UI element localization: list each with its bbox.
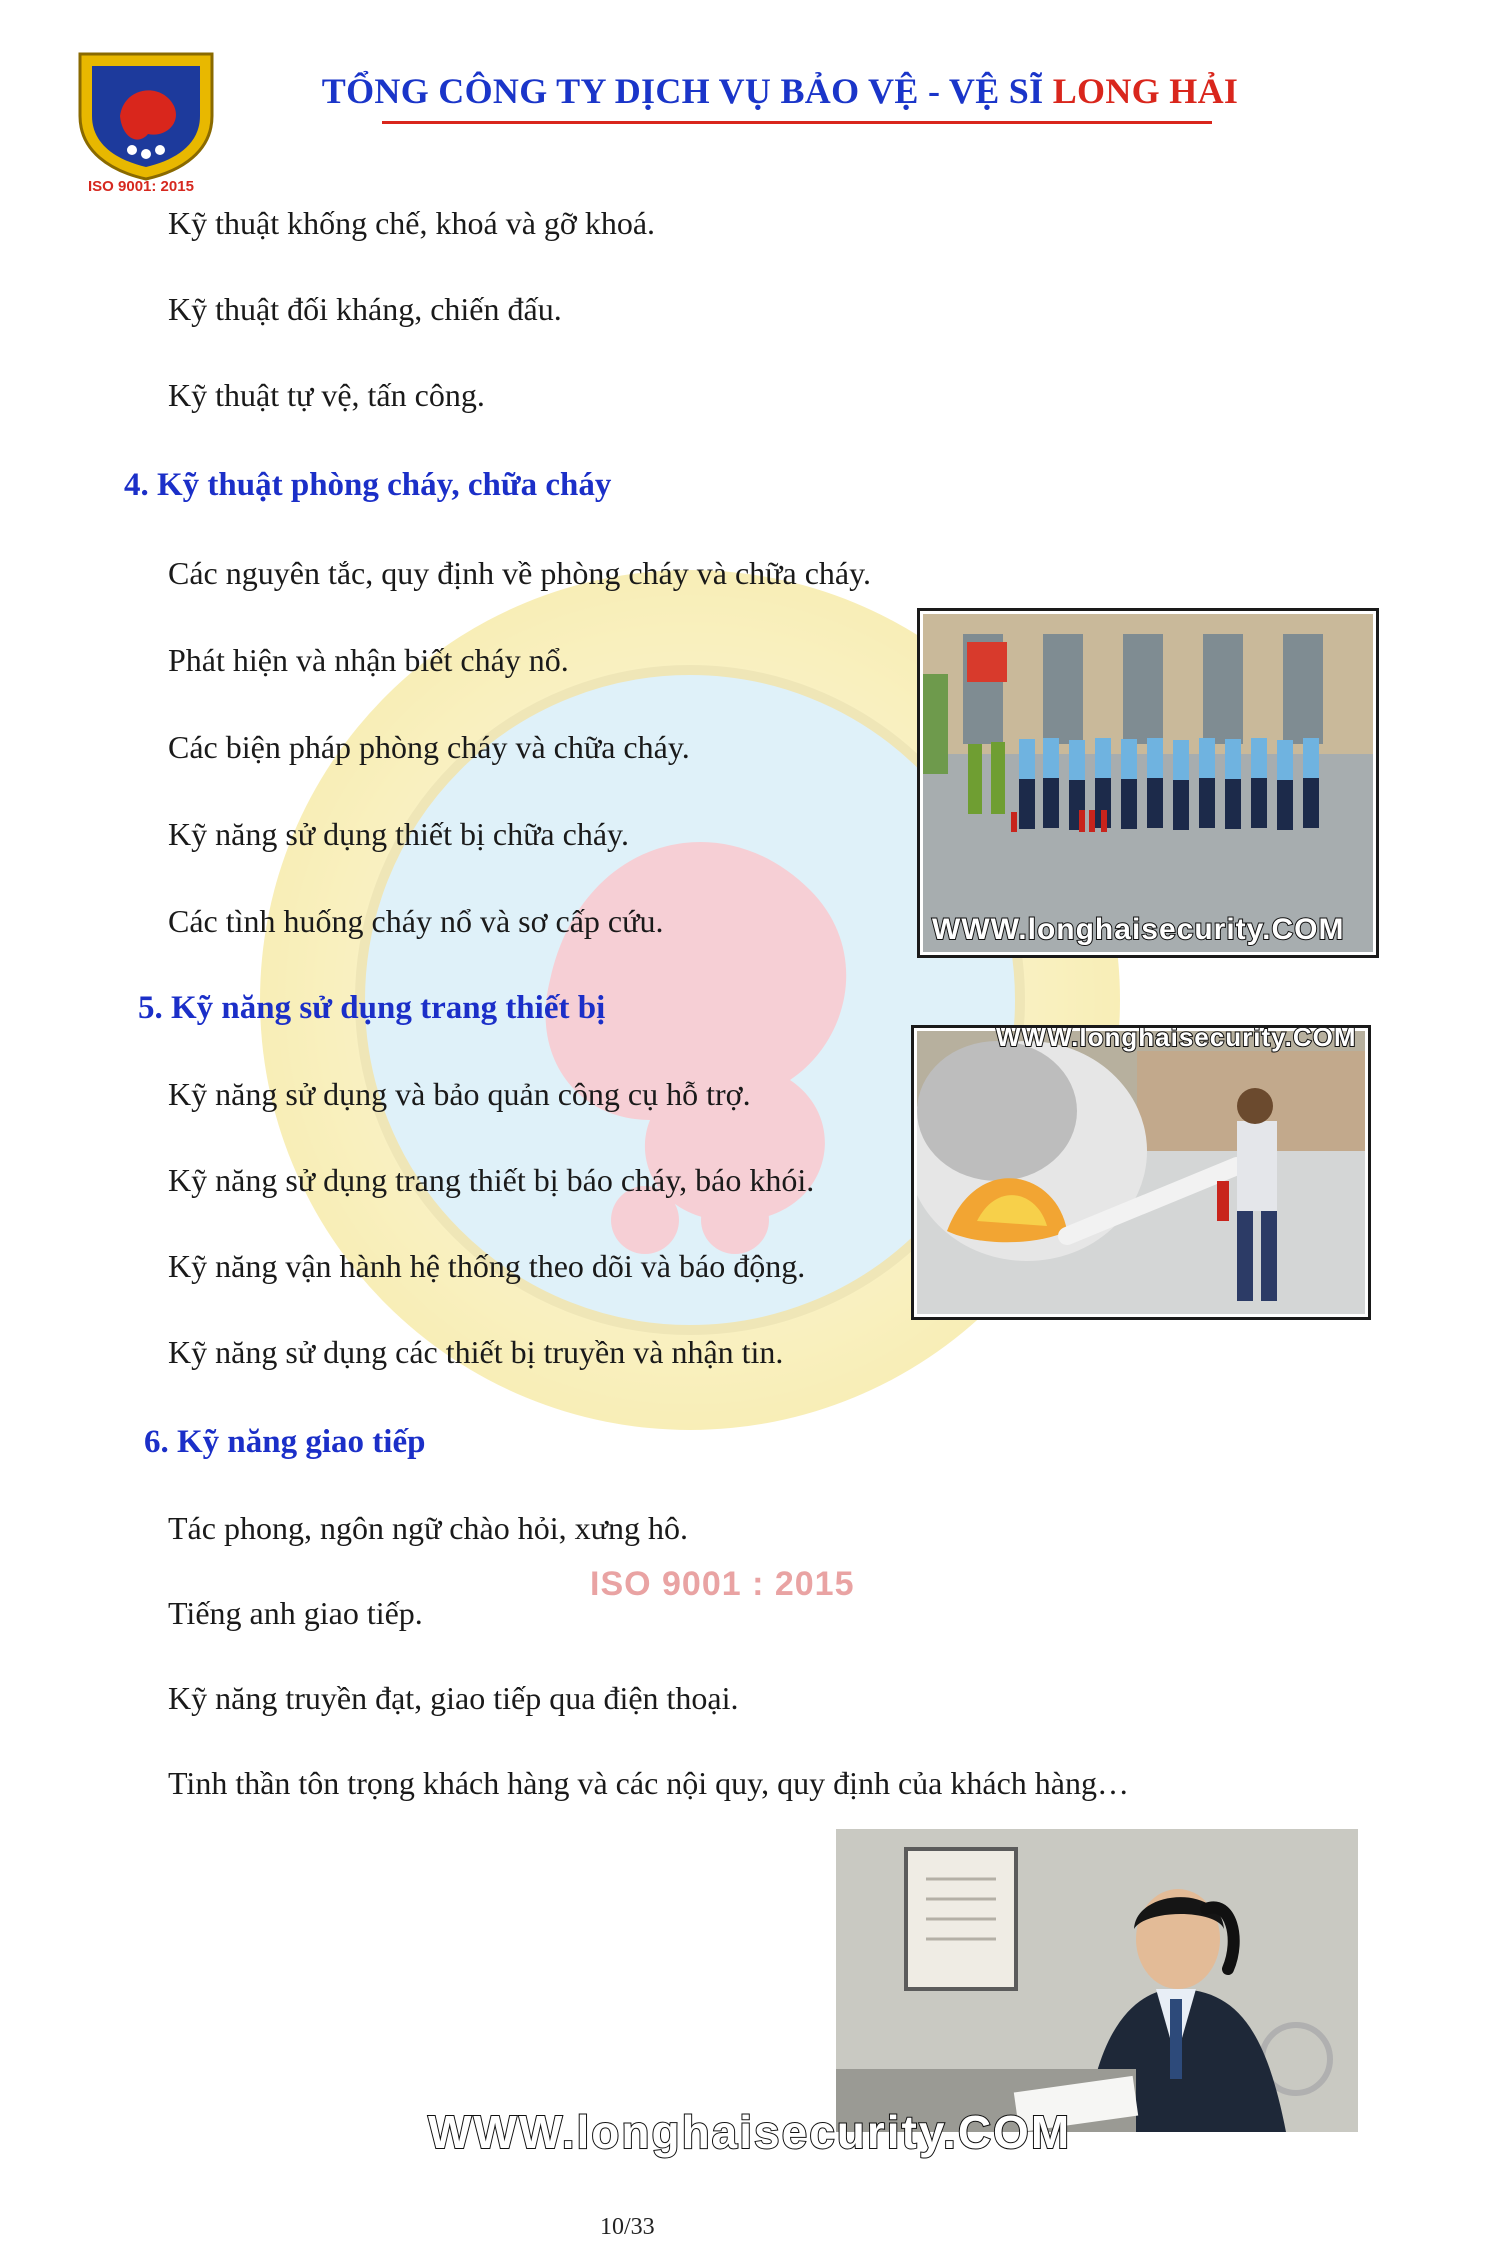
list-item: Kỹ năng truyền đạt, giao tiếp qua điện thoại.	[168, 1680, 739, 1716]
section-heading: 6. Kỹ năng giao tiếp	[144, 1424, 426, 1460]
photo-phone-communication	[836, 1829, 1358, 2132]
list-item: Kỹ năng sử dụng thiết bị chữa cháy.	[168, 816, 629, 852]
company-logo	[72, 46, 220, 181]
page-number: 10/33	[600, 2214, 655, 2240]
iso-label: ISO 9001: 2015	[88, 178, 194, 195]
list-item: Các tình huống cháy nổ và sơ cấp cứu.	[168, 903, 664, 939]
photo3-caption: WWW.longhaisecurity.COM	[428, 2106, 1072, 2158]
list-item: Phát hiện và nhận biết cháy nổ.	[168, 642, 569, 678]
list-item: Kỹ năng sử dụng các thiết bị truyền và nhận tin.	[168, 1334, 784, 1370]
section-heading: 4. Kỹ thuật phòng cháy, chữa cháy	[124, 467, 612, 503]
photo-guards-training	[917, 608, 1379, 958]
list-item: Kỹ thuật khống chế, khoá và gỡ khoá.	[168, 205, 656, 241]
company-brand: LONG HẢI	[1052, 71, 1239, 111]
company-prefix: TỔNG CÔNG TY DỊCH VỤ BẢO VỆ - VỆ SĨ	[321, 71, 1053, 111]
list-item: Tác phong, ngôn ngữ chào hỏi, xưng hô.	[168, 1510, 688, 1546]
list-item: Các nguyên tắc, quy định về phòng cháy và chữa cháy.	[168, 555, 872, 591]
list-item: Tinh thần tôn trọng khách hàng và các nội quy, quy định của khách hàng…	[168, 1765, 1129, 1801]
list-item: Các biện pháp phòng cháy và chữa cháy.	[168, 729, 690, 765]
section-heading: 5. Kỹ năng sử dụng trang thiết bị	[138, 990, 606, 1026]
list-item: Kỹ năng vận hành hệ thống theo dõi và báo động.	[168, 1248, 806, 1284]
list-item: Kỹ năng sử dụng trang thiết bị báo cháy, báo khói.	[168, 1162, 815, 1198]
photo-fire-drill	[911, 1025, 1371, 1320]
list-item: Kỹ thuật tự vệ, tấn công.	[168, 377, 485, 413]
list-item: Tiếng anh giao tiếp.	[168, 1595, 423, 1631]
photo1-caption: WWW.longhaisecurity.COM	[932, 913, 1345, 946]
company-title	[300, 70, 1260, 112]
list-item: Kỹ năng sử dụng và bảo quản công cụ hỗ trợ.	[168, 1076, 751, 1112]
watermark-iso: ISO 9001 : 2015	[590, 1565, 855, 1603]
photo2-caption: WWW.longhaisecurity.COM	[996, 1025, 1357, 1052]
list-item: Kỹ thuật đối kháng, chiến đấu.	[168, 291, 562, 327]
header-rule	[382, 121, 1212, 124]
